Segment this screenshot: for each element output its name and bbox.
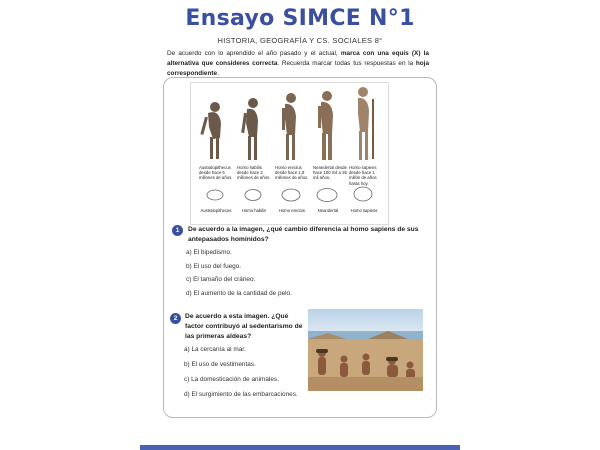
- species-caption: Homo habilis desde hace 2 millones de años.: [237, 165, 271, 181]
- evolution-figures: [191, 83, 388, 224]
- instructions: [167, 49, 429, 78]
- page-title: Ensayo SIMCE N°1: [185, 6, 415, 31]
- skull-label: Neandertal: [317, 208, 339, 213]
- instructions-bold-2: hoja correspondiente: [167, 59, 430, 77]
- question-2-option-b[interactable]: b) El uso de vestimentas.: [184, 361, 256, 368]
- page-subtitle: HISTORIA, GEOGRAFÍA Y CS. SOCIALES 8°: [217, 36, 383, 45]
- village-image: [308, 309, 423, 391]
- species-caption: Neandertal desde hace 100 mil a 35 mil años.: [313, 165, 347, 181]
- instructions-text-1: De acuerdo con lo aprendido el año pasado y el actual,: [167, 50, 341, 57]
- species-caption: Homo erectus desde hace 1,8 millones de años.: [275, 165, 309, 181]
- village-scene: [308, 309, 423, 391]
- question-2-option-a[interactable]: a) La cercanía al mar.: [184, 346, 246, 353]
- question-1-option-a[interactable]: a) El bipedismo.: [186, 249, 232, 256]
- question-2-text: De acuerdo a esta imagen. ¿Qué factor contribuyó al sedentarismo de las primeras aldeas?: [185, 313, 303, 340]
- species-caption: Homo sapiens desde hace 1 millón de años hasta hoy.: [349, 165, 377, 186]
- figure-homo-sapiens: [358, 87, 374, 160]
- figure-homo-habilis: [241, 98, 258, 160]
- figure-homo-erectus: [282, 93, 296, 160]
- skull-label: Homo erectus: [278, 208, 306, 213]
- question-1-option-d[interactable]: d) El aumento de la cantidad de pelo.: [186, 290, 292, 297]
- question-1-text: De acuerdo a la imagen, ¿qué cambio diferencia al homo sapiens de sus antepasados homínidos?: [188, 226, 419, 243]
- skull-label: Homo habilis: [241, 208, 267, 213]
- question-number-badge: 1: [172, 225, 183, 236]
- bottom-accent-bar: [140, 445, 460, 450]
- question-1-option-b[interactable]: b) El uso del fuego.: [186, 263, 242, 270]
- skull-icons: [207, 187, 372, 202]
- species-caption: Australopithecus desde hace 5 millones de años.: [199, 165, 233, 181]
- skull-label: Australopithecus: [200, 208, 232, 213]
- skull-label: Homo sapiens: [350, 208, 378, 213]
- instructions-bold-1: marca con una equis (X) la alternativa que consideres correcta: [167, 50, 429, 67]
- question-2-option-c[interactable]: c) La domesticación de animales.: [184, 376, 279, 383]
- question-number-badge: 2: [170, 313, 181, 324]
- question-1-option-c[interactable]: c) El tamaño del cráneo.: [186, 276, 256, 283]
- instructions-text-2: . Recuerda marcar todas tus respuestas en la: [277, 59, 416, 67]
- question-2-option-d[interactable]: d) El surgimiento de las embarcaciones.: [184, 391, 298, 398]
- evolution-image: [190, 82, 389, 225]
- figure-australopithecus: [200, 102, 221, 159]
- figure-neandertal: [318, 91, 333, 160]
- instructions-text-3: .: [217, 69, 219, 77]
